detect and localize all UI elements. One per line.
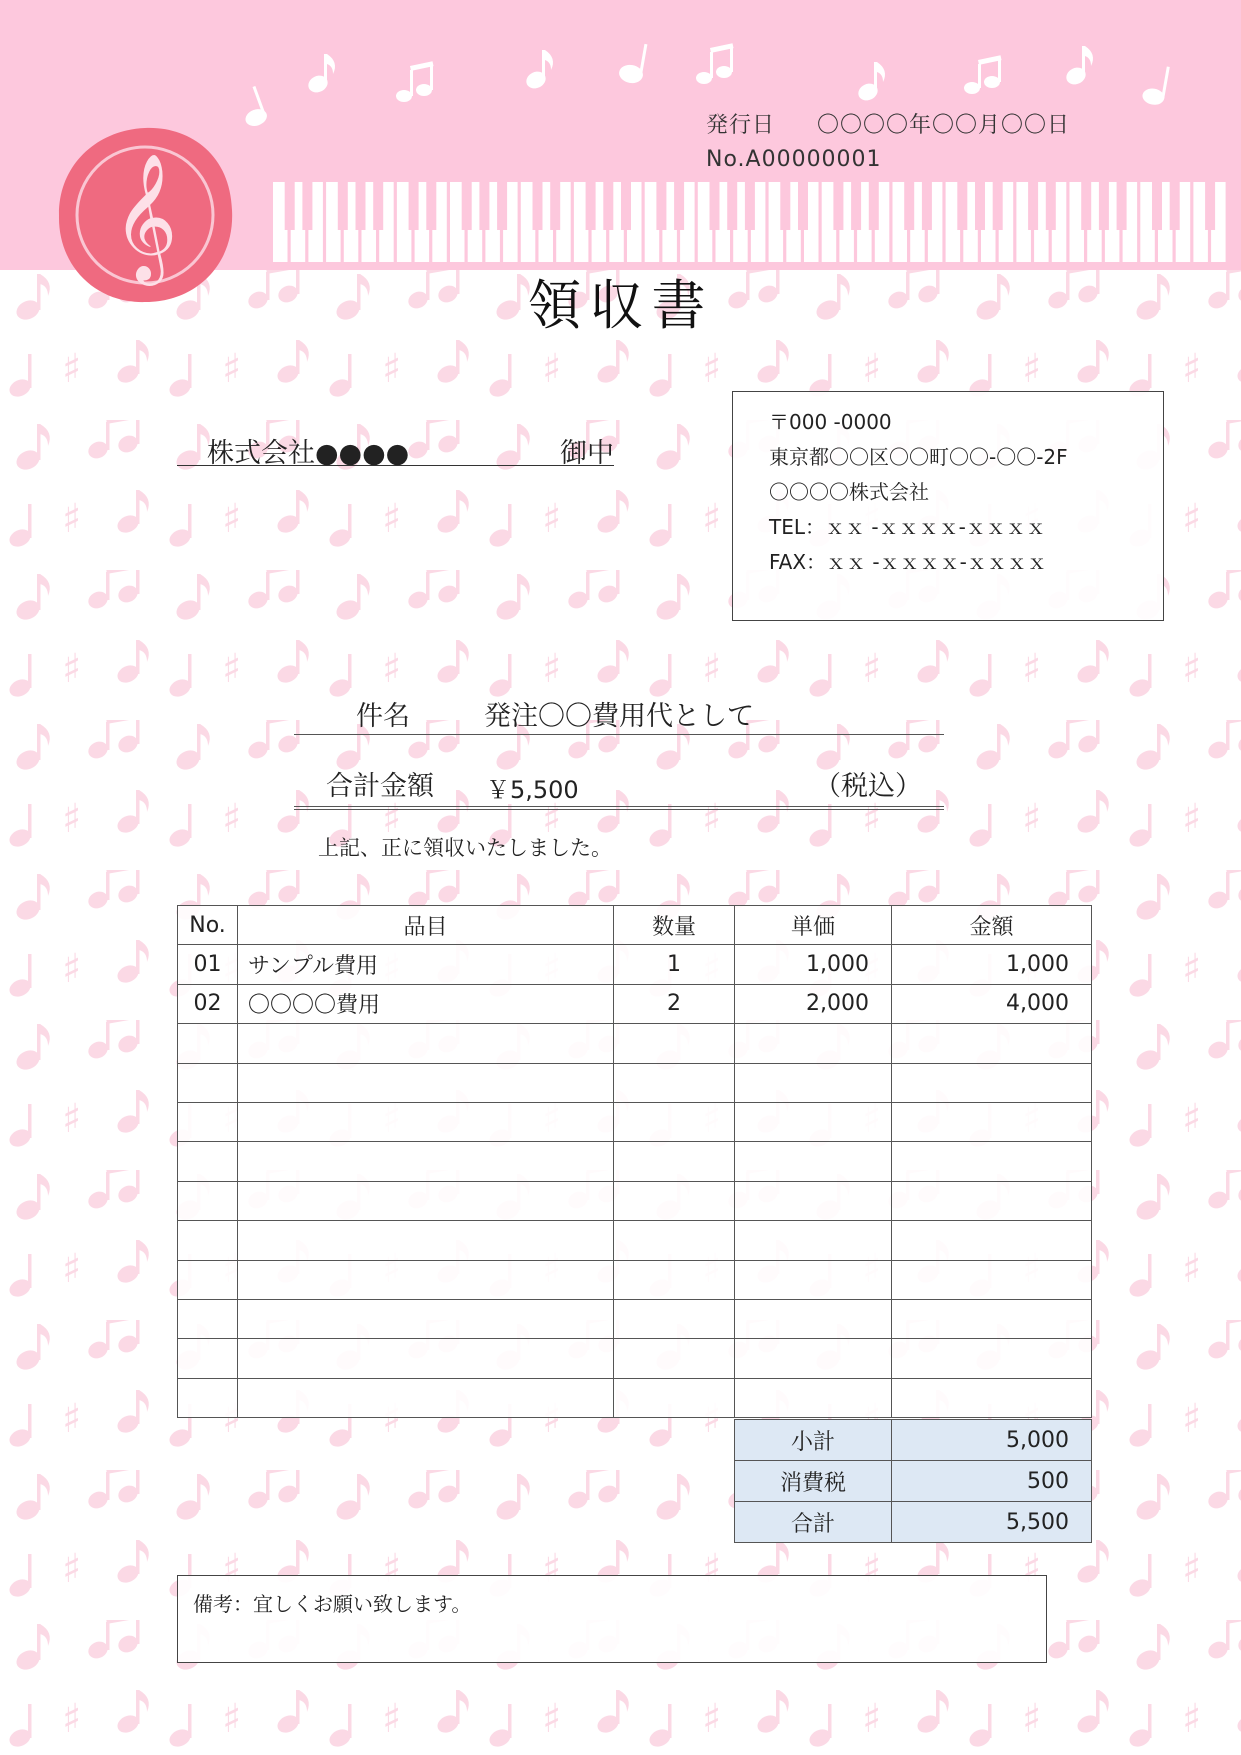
cell-amount: 4,000 <box>892 984 1092 1023</box>
cell-item <box>238 1339 614 1378</box>
summary-value: 5,000 <box>892 1420 1092 1461</box>
cell-unit-price <box>735 1339 892 1378</box>
cell-amount <box>892 1181 1092 1220</box>
recipient-honorific: 御中 <box>560 438 614 469</box>
summary-row <box>735 1461 1092 1502</box>
received-statement: 上記、正に領収いたしました。 <box>318 836 612 860</box>
summary-value: 5,500 <box>892 1502 1092 1543</box>
cell-unit-price: 2,000 <box>735 984 892 1023</box>
cell-item <box>238 1378 614 1417</box>
summary-row <box>735 1420 1092 1461</box>
cell-quantity: 2 <box>614 984 735 1023</box>
issuer-postal: 〒000 -0000 <box>769 410 892 434</box>
issue-date-label: 発行日 <box>706 113 776 138</box>
cell-quantity <box>614 1024 735 1063</box>
cell-quantity <box>614 1299 735 1338</box>
table-row <box>178 1063 1092 1102</box>
cell-quantity <box>614 1142 735 1181</box>
cell-amount <box>892 1142 1092 1181</box>
summary-table <box>734 1419 1092 1543</box>
cell-amount <box>892 1260 1092 1299</box>
cell-unit-price <box>735 1221 892 1260</box>
cell-item: 〇〇〇〇費用 <box>238 984 614 1023</box>
page-title: 領収書 <box>527 274 714 337</box>
cell-quantity: 1 <box>614 945 735 984</box>
cell-unit-price: 1,000 <box>735 945 892 984</box>
cell-quantity <box>614 1181 735 1220</box>
cell-item <box>238 1299 614 1338</box>
cell-no <box>178 1181 238 1220</box>
summary-row <box>735 1502 1092 1543</box>
issuer-address: 東京都〇〇区〇〇町〇〇-〇〇-2F <box>769 445 1068 469</box>
cell-no <box>178 1260 238 1299</box>
cell-unit-price <box>735 1181 892 1220</box>
cell-unit-price <box>735 1063 892 1102</box>
items-header-row <box>178 906 1092 945</box>
table-row <box>178 1024 1092 1063</box>
cell-quantity <box>614 1260 735 1299</box>
cell-item <box>238 1142 614 1181</box>
summary-label: 合計 <box>735 1502 892 1543</box>
header-no: No. <box>178 906 238 945</box>
cell-no <box>178 1221 238 1260</box>
cell-amount <box>892 1063 1092 1102</box>
summary-label: 消費税 <box>735 1461 892 1502</box>
cell-no <box>178 1142 238 1181</box>
cell-no <box>178 1102 238 1141</box>
cell-unit-price <box>735 1260 892 1299</box>
issuer-tel: TEL：ｘｘ -ｘｘｘｘ-ｘｘｘｘ <box>769 515 1046 539</box>
cell-quantity <box>614 1063 735 1102</box>
cell-unit-price <box>735 1378 892 1417</box>
document-number: No.A00000001 <box>706 147 882 172</box>
cell-quantity <box>614 1378 735 1417</box>
cell-item <box>238 1260 614 1299</box>
header-item: 品目 <box>238 906 614 945</box>
cell-item <box>238 1181 614 1220</box>
header-amount: 金額 <box>892 906 1092 945</box>
table-row <box>178 1221 1092 1260</box>
cell-no: 02 <box>178 984 238 1023</box>
total-amount-line <box>294 760 944 810</box>
cell-no <box>178 1339 238 1378</box>
subject-value: 発注〇〇費用代として <box>484 701 754 732</box>
table-row <box>178 1378 1092 1417</box>
issuer-fax: FAX：ｘｘ -ｘｘｘｘ-ｘｘｘｘ <box>769 550 1047 574</box>
header-quantity: 数量 <box>614 906 735 945</box>
table-row <box>178 1142 1092 1181</box>
table-row <box>178 1260 1092 1299</box>
tax-included-note: （税込） <box>814 771 922 802</box>
cell-no: 01 <box>178 945 238 984</box>
cell-item <box>238 1063 614 1102</box>
items-table <box>177 905 1092 1418</box>
cell-quantity <box>614 1339 735 1378</box>
cell-amount <box>892 1339 1092 1378</box>
cell-unit-price <box>735 1024 892 1063</box>
issue-date <box>706 108 1070 139</box>
table-row <box>178 1339 1092 1378</box>
notes-box <box>177 1575 1047 1663</box>
cell-amount: 1,000 <box>892 945 1092 984</box>
issue-date-value: 〇〇〇〇年〇〇月〇〇日 <box>817 113 1071 138</box>
cell-amount <box>892 1378 1092 1417</box>
cell-no <box>178 1299 238 1338</box>
cell-item <box>238 1102 614 1141</box>
table-row <box>178 1102 1092 1141</box>
issuer-box <box>732 391 1164 621</box>
cell-quantity <box>614 1221 735 1260</box>
cell-no <box>178 1024 238 1063</box>
total-amount: ￥5,500 <box>486 776 579 804</box>
recipient-line <box>177 425 614 469</box>
cell-amount <box>892 1024 1092 1063</box>
cell-item <box>238 1024 614 1063</box>
summary-value: 500 <box>892 1461 1092 1502</box>
cell-unit-price <box>735 1142 892 1181</box>
cell-amount <box>892 1102 1092 1141</box>
cell-item <box>238 1221 614 1260</box>
treble-clef-icon: 𝄞 <box>112 152 178 280</box>
table-row <box>178 1299 1092 1338</box>
header-unit-price: 単価 <box>735 906 892 945</box>
issuer-company: 〇〇〇〇株式会社 <box>769 480 929 504</box>
cell-unit-price <box>735 1299 892 1338</box>
cell-item: サンプル費用 <box>238 945 614 984</box>
cell-no <box>178 1378 238 1417</box>
cell-amount <box>892 1299 1092 1338</box>
notes-text: 備考：宜しくお願い致します。 <box>193 1592 472 1616</box>
total-label: 合計金額 <box>326 771 434 802</box>
piano-keyboard-graphic <box>272 180 1232 264</box>
table-row <box>178 984 1092 1023</box>
recipient-name: 株式会社●●●● <box>207 438 410 469</box>
cell-amount <box>892 1221 1092 1260</box>
subject-line <box>294 690 944 735</box>
cell-quantity <box>614 1102 735 1141</box>
table-row <box>178 945 1092 984</box>
cell-no <box>178 1063 238 1102</box>
table-row <box>178 1181 1092 1220</box>
cell-unit-price <box>735 1102 892 1141</box>
summary-label: 小計 <box>735 1420 892 1461</box>
subject-label: 件名 <box>356 701 410 732</box>
